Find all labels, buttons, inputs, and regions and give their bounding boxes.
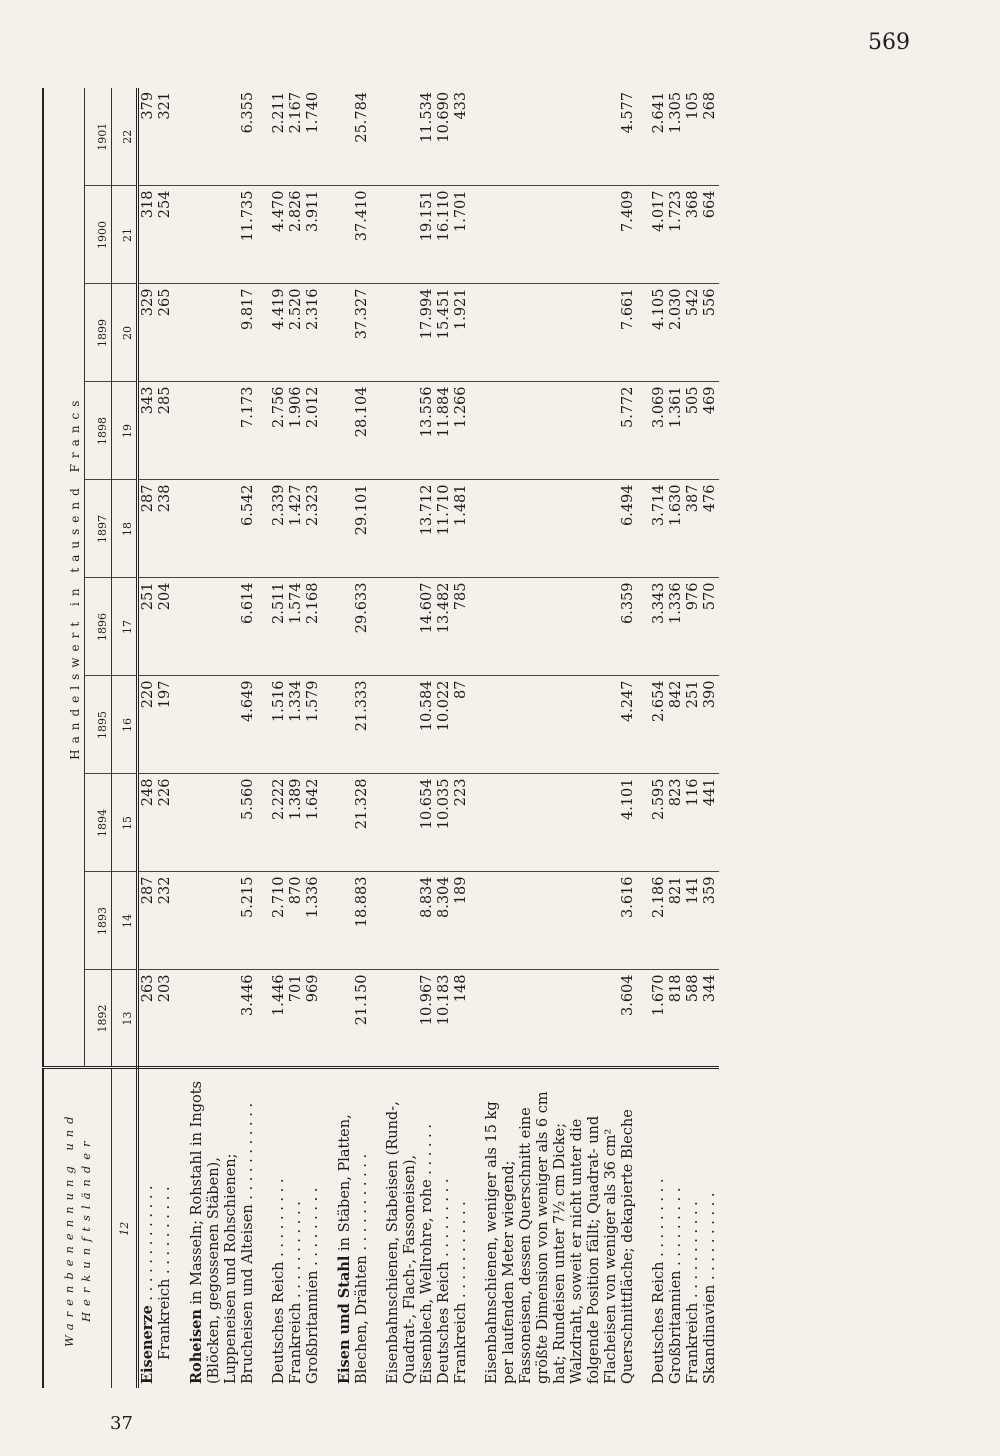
value-cell: 1.670	[651, 970, 668, 1068]
group-label-bold: Eisenerze	[139, 1305, 156, 1384]
value-cell: 3.604	[484, 970, 637, 1068]
value-cell: 105	[685, 91, 701, 120]
value-cell: 87	[453, 676, 470, 774]
column-number: 20	[112, 284, 138, 382]
value-cell: 3.446	[188, 970, 257, 1068]
value-cell: 21.150	[336, 970, 371, 1068]
value-cell: 3.069	[651, 382, 668, 480]
year-header: 1893	[85, 872, 112, 970]
value-cell: 1.701	[453, 186, 470, 284]
year-header: 1900	[85, 186, 112, 284]
value-cell: 220	[138, 676, 158, 774]
value-cell: 2.595	[651, 774, 668, 872]
column-number: 21	[112, 186, 138, 284]
value-cell: 1.361	[668, 382, 685, 480]
row-label: Frankreich . . . . . . . . . .	[157, 1068, 174, 1388]
value-cell: 11.735	[188, 186, 257, 284]
table-row	[453, 88, 470, 1388]
value-cell: 29.633	[336, 578, 371, 676]
value-cell: 969	[305, 970, 322, 1068]
value-cell: 701	[288, 970, 305, 1068]
value-cell: 287	[138, 872, 158, 970]
value-cell: 11.534	[419, 91, 435, 143]
value-cell: 3.343	[651, 578, 668, 676]
value-cell: 10.967	[385, 970, 436, 1068]
value-cell: 6.542	[188, 480, 257, 578]
value-cell: 268	[702, 91, 718, 120]
page-number: 569	[868, 30, 910, 55]
value-cell: 1.427	[288, 480, 305, 578]
year-header: 1897	[85, 480, 112, 578]
value-cell: 287	[138, 480, 158, 578]
value-cell: 25.784	[354, 91, 370, 143]
value-cell: 14.607	[385, 578, 436, 676]
value-cell: 10.035	[436, 774, 453, 872]
rotated-table-container	[42, 88, 920, 1388]
value-cell: 368	[685, 186, 702, 284]
table-row	[668, 88, 685, 1388]
row-label	[138, 1068, 158, 1388]
value-cell: 21.328	[336, 774, 371, 872]
value-cell: 8.304	[436, 872, 453, 970]
column-number: 15	[112, 774, 138, 872]
value-cell: 189	[453, 872, 470, 970]
year-header: 1901	[85, 88, 112, 186]
value-cell: 1.740	[305, 91, 321, 134]
value-cell: 9.817	[188, 284, 257, 382]
value-cell: 5.772	[484, 382, 637, 480]
value-cell: 4.470	[271, 186, 288, 284]
value-cell: 1.336	[305, 872, 322, 970]
value-cell: 2.511	[271, 578, 288, 676]
value-cell: 37.327	[336, 284, 371, 382]
value-cell: 542	[685, 284, 702, 382]
column-number: 19	[112, 382, 138, 480]
table-row	[651, 88, 668, 1388]
spacer-row	[637, 88, 651, 1388]
value-cell: 870	[288, 872, 305, 970]
value-cell: 21.333	[336, 676, 371, 774]
row-label: Frankreich . . . . . . . . . . .	[685, 1068, 702, 1388]
value-cell: 223	[453, 774, 470, 872]
value-cell: 7.409	[484, 186, 637, 284]
value-cell: 254	[157, 186, 174, 284]
value-cell: 10.584	[385, 676, 436, 774]
row-label: Skandinavien . . . . . . . . . .	[702, 1068, 719, 1388]
value-cell: 1.630	[668, 480, 685, 578]
value-cell: 148	[453, 970, 470, 1068]
value-cell: 2.168	[305, 578, 322, 676]
row-label: Frankreich . . . . . . . . . . .	[288, 1068, 305, 1388]
value-cell: 8.834	[385, 872, 436, 970]
value-cell: 28.104	[336, 382, 371, 480]
spacer-row	[371, 88, 385, 1388]
name-column-number: 12	[112, 1068, 138, 1388]
table-row	[385, 88, 436, 1388]
value-cell: 2.186	[651, 872, 668, 970]
row-label: Großbritannien . . . . . . . . .	[305, 1068, 322, 1388]
value-cell: 7.173	[188, 382, 257, 480]
value-cell: 785	[453, 578, 470, 676]
value-cell: 17.994	[385, 284, 436, 382]
value-cell: 37.410	[336, 186, 371, 284]
value-cell: 18.883	[336, 872, 371, 970]
value-cell: 1.642	[305, 774, 322, 872]
value-cell: 664	[702, 186, 719, 284]
value-cell: 379	[140, 91, 156, 120]
spacer-row	[322, 88, 336, 1388]
value-cell: 4.017	[651, 186, 668, 284]
value-cell: 2.654	[651, 676, 668, 774]
value-cell: 359	[702, 872, 719, 970]
value-cell: 2.211	[271, 91, 287, 134]
value-cell: 265	[157, 284, 174, 382]
value-cell: 2.641	[651, 91, 667, 134]
value-cell: 1.723	[668, 186, 685, 284]
name-column-header: Warenbenennung und Herkunftsländer	[43, 1068, 112, 1388]
year-header: 1895	[85, 676, 112, 774]
value-cell: 1.334	[288, 676, 305, 774]
spacer-row	[174, 88, 188, 1388]
value-cell: 203	[157, 970, 174, 1068]
table-row	[336, 88, 371, 1388]
row-label: Eisenbahnschienen, weniger als 15 kg per laufenden Meter wiegend; Fassoneisen, dessen Querschnitt eine größte Dimension von weniger als 6 cm hat; Rundeisen unter 7½ cm Dicke; Walzdraht, soweit er nicht unter die folgende Position fällt; Quadrat- und Flacheisen von weniger als 36 cm² Querschnittfläche; dekapierte Bleche	[484, 1068, 637, 1388]
value-cell: 1.481	[453, 480, 470, 578]
value-cell: 10.690	[436, 91, 452, 143]
value-cell: 11.710	[436, 480, 453, 578]
table-row	[288, 88, 305, 1388]
column-number: 14	[112, 872, 138, 970]
value-cell: 248	[138, 774, 158, 872]
value-cell: 1.305	[668, 91, 684, 134]
value-cell: 3.714	[651, 480, 668, 578]
value-cell: 6.614	[188, 578, 257, 676]
year-header: 1898	[85, 382, 112, 480]
value-cell: 1.266	[453, 382, 470, 480]
value-cell: 7.661	[484, 284, 637, 382]
value-cell: 16.110	[436, 186, 453, 284]
value-cell: 4.105	[651, 284, 668, 382]
table-row	[305, 88, 322, 1388]
table-row	[484, 88, 637, 1388]
value-cell: 238	[157, 480, 174, 578]
column-number: 22	[112, 88, 138, 186]
group-label-rest: in Masseln; Rohstahl in Ingots (Blöcken, gegossenen Stäben), Luppeneisen und Rohschienen; Brucheisen und Alteisen . . . . . . . . . . .	[189, 1081, 256, 1384]
value-cell: 6.359	[484, 578, 637, 676]
column-number: 13	[112, 970, 138, 1068]
row-label	[336, 1068, 371, 1388]
value-cell: 2.710	[271, 872, 288, 970]
value-cell: 842	[668, 676, 685, 774]
column-number: 17	[112, 578, 138, 676]
value-cell: 19.151	[385, 186, 436, 284]
value-cell: 204	[157, 578, 174, 676]
table-row	[157, 88, 174, 1388]
value-cell: 4.247	[484, 676, 637, 774]
value-cell: 2.316	[305, 284, 322, 382]
year-header: 1896	[85, 578, 112, 676]
value-cell: 1.579	[305, 676, 322, 774]
table-row	[138, 88, 158, 1388]
value-cell: 15.451	[436, 284, 453, 382]
value-cell: 4.101	[484, 774, 637, 872]
value-cell: 1.336	[668, 578, 685, 676]
value-cell: 570	[702, 578, 719, 676]
value-cell: 141	[685, 872, 702, 970]
value-cell: 344	[702, 970, 719, 1068]
value-cell: 441	[702, 774, 719, 872]
table-row	[702, 88, 719, 1388]
value-cell: 5.215	[188, 872, 257, 970]
value-cell: 11.884	[436, 382, 453, 480]
value-cell: 3.911	[305, 186, 322, 284]
value-cell: 2.323	[305, 480, 322, 578]
value-cell: 251	[138, 578, 158, 676]
column-number: 16	[112, 676, 138, 774]
value-cell: 1.921	[453, 284, 470, 382]
value-cell: 2.756	[271, 382, 288, 480]
group-label-rest: in Stäben, Platten, Blechen, Drähten . . . . . . . . . . .	[337, 1114, 370, 1384]
table-row	[685, 88, 702, 1388]
value-cell: 251	[685, 676, 702, 774]
value-cell: 116	[685, 774, 702, 872]
value-cell: 2.012	[305, 382, 322, 480]
value-cell: 390	[702, 676, 719, 774]
value-cell: 556	[702, 284, 719, 382]
value-cell: 3.616	[484, 872, 637, 970]
value-cell: 588	[685, 970, 702, 1068]
value-title: Handelswert in tausend Francs	[43, 88, 85, 1068]
value-cell: 433	[453, 91, 469, 120]
value-cell: 318	[138, 186, 158, 284]
year-header: 1899	[85, 284, 112, 382]
table-area	[42, 88, 920, 1388]
row-label	[188, 1068, 257, 1388]
value-cell: 2.339	[271, 480, 288, 578]
value-cell: 2.222	[271, 774, 288, 872]
row-label: Deutsches Reich . . . . . . . . .	[271, 1068, 288, 1388]
footer-number: 37	[110, 1413, 133, 1434]
value-cell: 6.355	[240, 91, 256, 134]
value-cell: 476	[702, 480, 719, 578]
value-cell: 6.494	[484, 480, 637, 578]
group-label-bold: Eisen und Stahl	[336, 1255, 353, 1384]
value-cell: 10.022	[436, 676, 453, 774]
value-cell: 13.712	[385, 480, 436, 578]
value-cell: 469	[702, 382, 719, 480]
group-label-rest: . . . . . . . . . . . . .	[140, 1185, 156, 1306]
value-cell: 10.654	[385, 774, 436, 872]
value-cell: 1.446	[271, 970, 288, 1068]
value-cell: 821	[668, 872, 685, 970]
value-cell: 321	[157, 91, 173, 120]
spacer-row	[470, 88, 484, 1388]
value-cell: 263	[138, 970, 158, 1068]
value-cell: 29.101	[336, 480, 371, 578]
table-row	[188, 88, 257, 1388]
value-cell: 1.906	[288, 382, 305, 480]
row-label: Großbritannien . . . . . . . . .	[668, 1068, 685, 1388]
value-cell: 2.030	[668, 284, 685, 382]
value-cell: 387	[685, 480, 702, 578]
value-cell: 5.560	[188, 774, 257, 872]
value-cell: 1.574	[288, 578, 305, 676]
value-cell: 823	[668, 774, 685, 872]
value-cell: 1.389	[288, 774, 305, 872]
value-cell: 226	[157, 774, 174, 872]
value-cell: 976	[685, 578, 702, 676]
value-cell: 4.577	[620, 91, 636, 134]
row-label: Frankreich . . . . . . . . . . .	[453, 1068, 470, 1388]
table-row	[271, 88, 288, 1388]
column-number: 18	[112, 480, 138, 578]
table-row	[436, 88, 453, 1388]
row-label: Eisenbahnschienen, Stabeisen (Rund-, Quadrat-, Flach-, Fassoneisen), Eisenblech, Wellrohre, rohe . . . . . .	[385, 1068, 436, 1388]
spacer-row	[257, 88, 271, 1388]
trade-value-table	[42, 88, 719, 1388]
value-cell: 4.649	[188, 676, 257, 774]
value-cell: 1.516	[271, 676, 288, 774]
value-cell: 2.167	[288, 91, 304, 134]
value-cell: 4.419	[271, 284, 288, 382]
value-cell: 2.520	[288, 284, 305, 382]
value-cell: 232	[157, 872, 174, 970]
year-header: 1892	[85, 970, 112, 1068]
value-cell: 329	[138, 284, 158, 382]
value-cell: 2.826	[288, 186, 305, 284]
value-cell: 285	[157, 382, 174, 480]
value-cell: 13.482	[436, 578, 453, 676]
group-label-bold: Roheisen	[188, 1309, 205, 1384]
value-cell: 197	[157, 676, 174, 774]
value-cell: 818	[668, 970, 685, 1068]
row-label: Deutsches Reich . . . . . . . . .	[651, 1068, 668, 1388]
value-cell: 505	[685, 382, 702, 480]
row-label: Deutsches Reich . . . . . . . . .	[436, 1068, 453, 1388]
value-cell: 13.556	[385, 382, 436, 480]
value-cell: 343	[138, 382, 158, 480]
value-cell: 10.183	[436, 970, 453, 1068]
year-header: 1894	[85, 774, 112, 872]
